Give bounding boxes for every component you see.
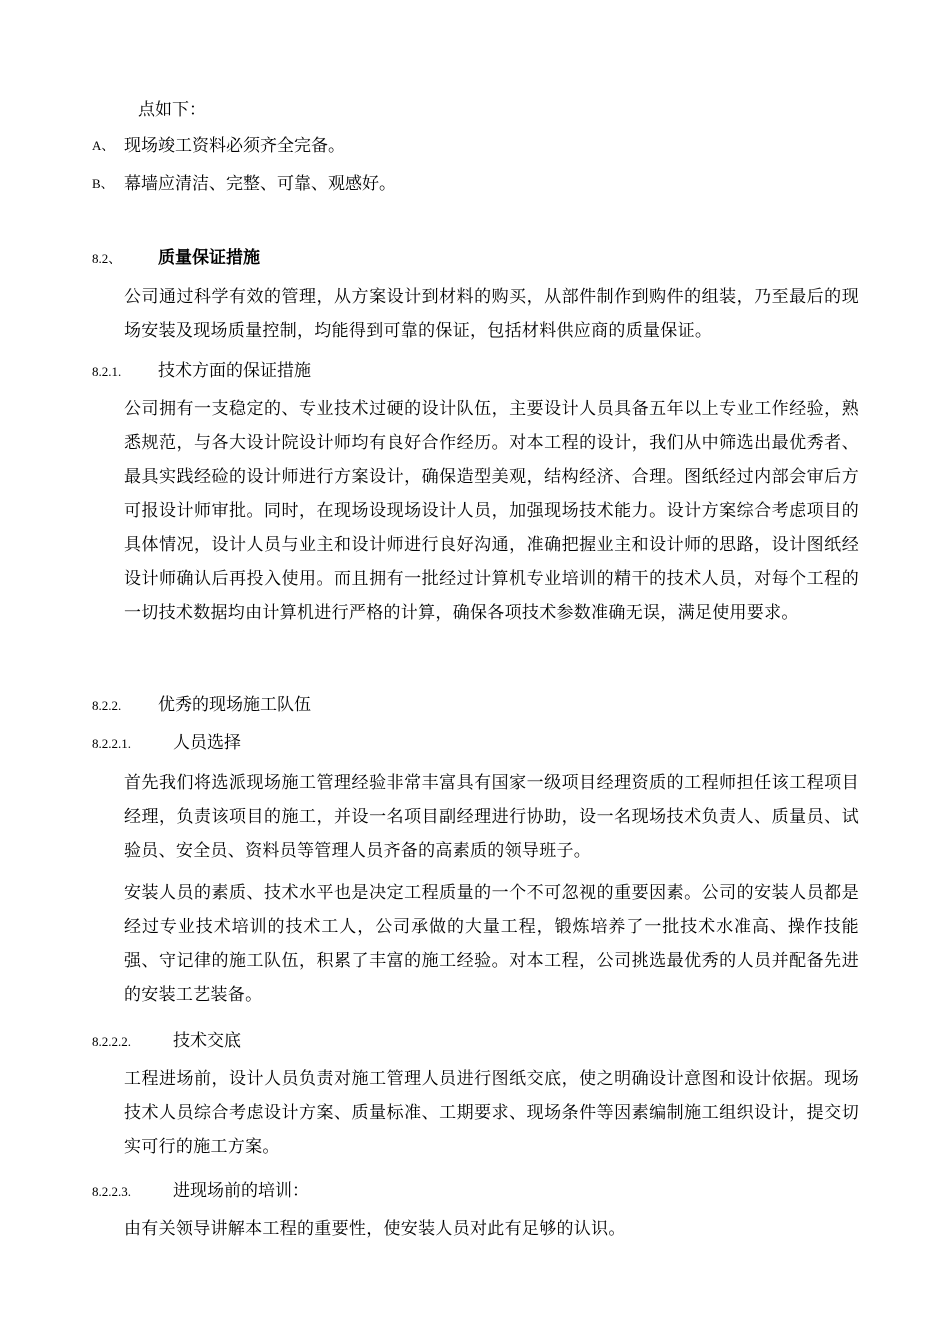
- section-8-2-2-2-title: 技术交底: [173, 1031, 241, 1051]
- intro-continuation: 点如下：: [138, 100, 206, 120]
- section-8-2-1-title: 技术方面的保证措施: [158, 361, 311, 381]
- section-8-2-number: 8.2、: [92, 251, 122, 266]
- section-8-2-2-1-number: 8.2.2.1.: [92, 736, 131, 751]
- section-8-2-2-1-body-1: 首先我们将选派现场施工管理经验非常丰富具有国家一级项目经理资质的工程师担任该工程项目经理，负责该项目的施工，并设一名项目副经理进行协助，设一名现场技术负责人、质量员、试验员、安全员、资料员等管理人员齐备的高素质的领导班子。: [124, 773, 859, 861]
- list-item-b: 幕墙应清洁、完整、可靠、观感好。: [124, 174, 396, 194]
- section-8-2-2-2-body: 工程进场前，设计人员负责对施工管理人员进行图纸交底，使之明确设计意图和设计依据。现场技术人员综合考虑设计方案、质量标准、工期要求、现场条件等因素编制施工组织设计，提交切实可行的施工方案。: [124, 1069, 859, 1157]
- list-item-a: 现场竣工资料必须齐全完备。: [124, 136, 345, 156]
- section-8-2-body: 公司通过科学有效的管理，从方案设计到材料的购买，从部件制作到购件的组装，乃至最后的现场安装及现场质量控制，均能得到可靠的保证，包括材料供应商的质量保证。: [124, 287, 859, 341]
- section-8-2-2-1-title: 人员选择: [173, 733, 241, 753]
- list-marker-b: B、: [92, 176, 114, 191]
- section-8-2-2-3-title: 进现场前的培训：: [173, 1181, 309, 1201]
- section-8-2-2-title: 优秀的现场施工队伍: [158, 695, 311, 715]
- section-8-2-1-number: 8.2.1.: [92, 364, 122, 379]
- section-8-2-2-number: 8.2.2.: [92, 698, 122, 713]
- list-marker-a: A、: [92, 138, 115, 153]
- section-8-2-2-3-number: 8.2.2.3.: [92, 1184, 131, 1199]
- section-8-2-2-2-number: 8.2.2.2.: [92, 1034, 131, 1049]
- section-8-2-title: 质量保证措施: [158, 248, 260, 268]
- section-8-2-2-1-body-2: 安装人员的素质、技术水平也是决定工程质量的一个不可忽视的重要因素。公司的安装人员都是经过专业技术培训的技术工人，公司承做的大量工程，锻炼培养了一批技术水准高、操作技能强、守记律的施工队伍，积累了丰富的施工经验。对本工程，公司挑选最优秀的人员并配备先进的安装工艺装备。: [124, 883, 859, 1005]
- section-8-2-2-3-body: 由有关领导讲解本工程的重要性，使安装人员对此有足够的认识。: [124, 1219, 626, 1239]
- section-8-2-1-body: 公司拥有一支稳定的、专业技术过硬的设计队伍，主要设计人员具备五年以上专业工作经验，熟悉规范，与各大设计院设计师均有良好合作经历。对本工程的设计，我们从中筛选出最优秀者、最具实践经硷的设计师进行方案设计，确保造型美观，结构经济、合理。图纸经过内部会审后方可报设计师审批。同时，在现场设现场设计人员，加强现场技术能力。设计方案综合考虑项目的具体情况，设计人员与业主和设计师进行良好沟通，准确把握业主和设计师的思路，设计图纸经设计师确认后再投入使用。而且拥有一批经过计算机专业培训的精干的技术人员，对每个工程的一切技术数据均由计算机进行严格的计算，确保各项技术参数准确无误，满足使用要求。: [124, 399, 859, 623]
